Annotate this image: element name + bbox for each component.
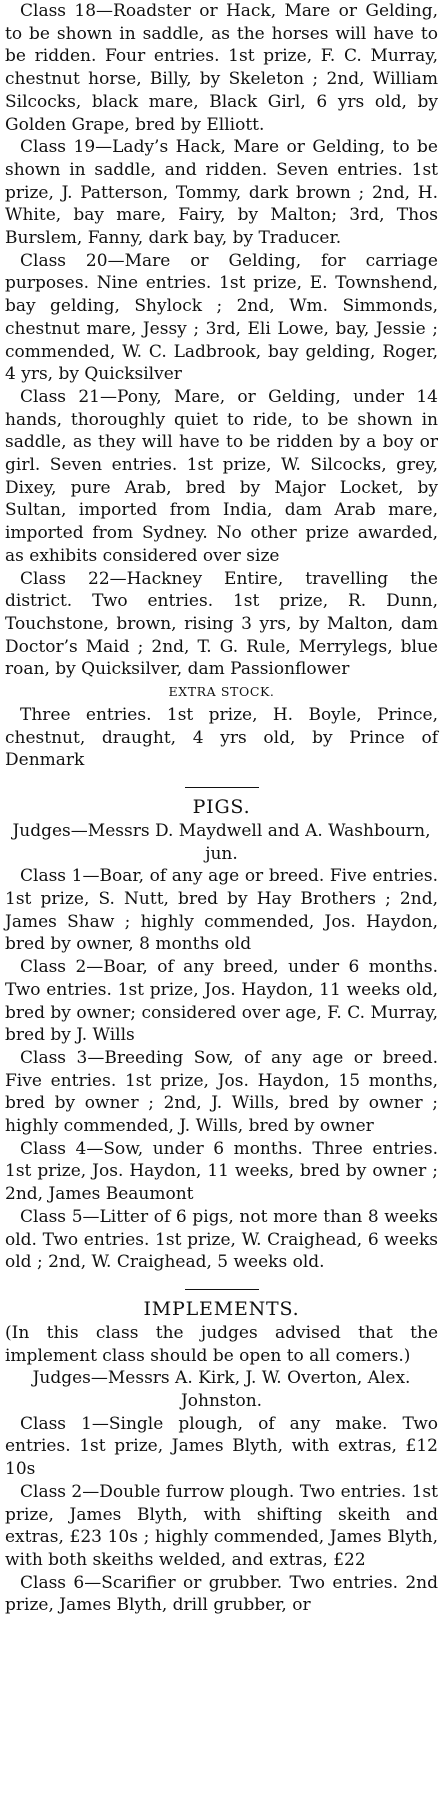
- extra-stock-heading: EXTRA STOCK.: [168, 684, 275, 700]
- pigs-class-1: Class 1—Boar, of any age or breed. Five entries. 1st prize, S. Nutt, bred by Hay Brothers ; 2nd, James Shaw ; highly commended, Jos. Haydon, bred by owner, 8 months old: [5, 866, 438, 955]
- class-19-paragraph: Class 19—Lady’s Hack, Mare or Gelding, to be shown in saddle, and ridden. Seven entries. 1st prize, J. Patterson, Tommy, dark brown ; 2nd, H. White, bay mare, Fairy, by Malton; 3rd, Thos Burslem, Fanny, dark bay, by Traducer.: [5, 137, 438, 249]
- implements-class-6: Class 6—Scarifier or grubber. Two entries. 2nd prize, James Blyth, drill grubber, or: [5, 1572, 438, 1616]
- implements-note: (In this class the judges advised that the implement class should be open to all comers.): [5, 1322, 438, 1366]
- pigs-heading: PIGS.: [192, 795, 251, 818]
- section-divider: [185, 787, 259, 788]
- pigs-class-5: Class 5—Litter of 6 pigs, not more than 8 weeks old. Two entries. 1st prize, W. Craighead, 6 weeks old ; 2nd, W. Craighead, 5 weeks old.: [5, 1206, 438, 1273]
- class-21-paragraph: Class 21—Pony, Mare, or Gelding, under 14 hands, thoroughly quiet to ride, to be shown in saddle, as they will have to be ridden by a boy or girl. Seven entries. 1st prize, W. Silcocks, grey, Dixey, pure Arab, bred by Major Locket, by Sultan, imported from India, dam Arab mare, imported from Sydney. No other prize awarded, as exhibits considered over size: [5, 386, 438, 566]
- pigs-judges: Judges—Messrs D. Maydwell and A. Washbourn, jun.: [12, 820, 431, 864]
- implements-judges: Judges—Messrs A. Kirk, J. W. Overton, Alex. Johnston.: [32, 1368, 411, 1412]
- class-20-paragraph: Class 20—Mare or Gelding, for carriage purposes. Nine entries. 1st prize, E. Townshend, bay gelding, Shylock ; 2nd, Wm. Simmonds, chestnut mare, Jessy ; 3rd, Eli Lowe, bay, Jessie ; commended, W. C. Ladbrook, bay gelding, Roger, 4 yrs, by Quicksilver: [5, 250, 438, 385]
- implements-class-1: Class 1—Single plough, of any make. Two entries. 1st prize, James Blyth, with extras, £12 10s: [5, 1413, 438, 1480]
- implements-heading: IMPLEMENTS.: [143, 1297, 300, 1320]
- class-22-paragraph: Class 22—Hackney Entire, travelling the district. Two entries. 1st prize, R. Dunn, Touchstone, brown, rising 3 yrs, by Malton, dam Doctor’s Maid ; 2nd, T. G. Rule, Merrylegs, blue roan, by Quicksilver, dam Passionflower: [5, 568, 438, 680]
- extra-stock-paragraph: Three entries. 1st prize, H. Boyle, Prince, chestnut, draught, 4 yrs old, by Prince of Denmark: [5, 704, 438, 771]
- pigs-class-4: Class 4—Sow, under 6 months. Three entries. 1st prize, Jos. Haydon, 11 weeks, bred by owner ; 2nd, James Beaumont: [5, 1138, 438, 1205]
- implements-class-2: Class 2—Double furrow plough. Two entries. 1st prize, James Blyth, with shifting skeith and extras, £23 10s ; highly commended, James Blyth, with both skeiths welded, and extras, £22: [5, 1481, 438, 1570]
- section-divider: [185, 1289, 259, 1290]
- pigs-class-3: Class 3—Breeding Sow, of any age or breed. Five entries. 1st prize, Jos. Haydon, 15 months, bred by owner ; 2nd, J. Wills, bred by owner ; highly commended, J. Wills, bred by owner: [5, 1047, 438, 1137]
- class-18-paragraph: Class 18—Roadster or Hack, Mare or Gelding, to be shown in saddle, as the horses will have to be ridden. Four entries. 1st prize, F. C. Murray, chestnut horse, Billy, by Skeleton ; 2nd, William Silcocks, black mare, Black Girl, 6 yrs old, by Golden Grape, bred by Elliott.: [5, 1, 438, 135]
- pigs-class-2: Class 2—Boar, of any breed, under 6 months. Two entries. 1st prize, Jos. Haydon, 11 weeks old, bred by owner; considered over age, F. C. Murray, bred by J. Wills: [5, 957, 438, 1046]
